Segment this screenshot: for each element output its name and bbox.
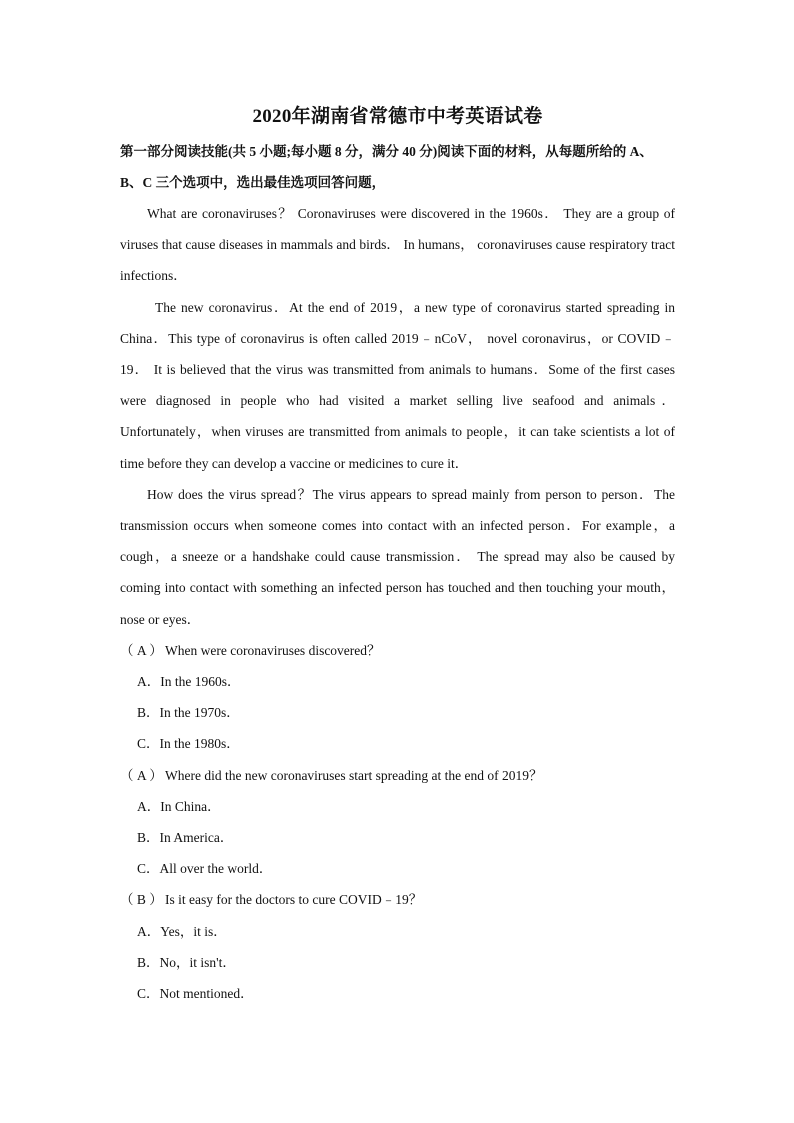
passage-paragraph-1: What are coronaviruses？ Coronaviruses were discovered in the 1960s． They are a group of viruses that cause diseases in mammals and birds． In humans， coronaviruses cause respiratory tract infections． — [120, 206, 675, 284]
page-title: 2020年湖南省常德市中考英语试卷 — [252, 106, 543, 127]
question-1 — [120, 635, 675, 760]
question-text: When were coronaviruses discovered？ — [165, 642, 381, 658]
option-b: B．No，it isn't． — [137, 954, 236, 970]
option-c: C．Not mentioned． — [137, 986, 254, 1002]
question-text: Is it easy for the doctors to cure COVID﹣19？ — [165, 892, 423, 908]
option-a: A．In China． — [137, 798, 221, 814]
option-a: A．Yes，it is． — [137, 923, 227, 939]
question-2 — [120, 760, 675, 885]
option-c: C．In the 1980s． — [137, 736, 240, 752]
option-c: C．All over the world． — [137, 861, 273, 877]
option-a: A．In the 1960s． — [137, 674, 241, 690]
passage-paragraph-2: The new coronavirus．At the end of 2019，a new type of coronavirus started spreading in China．This type of coronavirus is often called 2019﹣nCoV， novel coronavirus，or COVID﹣19． It is believed that the virus was transmitted from animals to humans．Some of the first cases were diagnosed in people who had visited a market selling live seafood and animals． Unfortunately，when viruses are transmitted from animals to people，it can take scientists a lot of time before they can develop a vaccine or medicines to cure it． — [120, 299, 675, 471]
option-b: B．In the 1970s． — [137, 705, 240, 721]
instructions-line-2: B、C 三个选项中，选出最佳选项回答问题， — [120, 175, 386, 190]
question-answer: （ A ） — [120, 767, 163, 783]
question-text: Where did the new coronaviruses start spreading at the end of 2019？ — [165, 767, 543, 783]
passage-paragraph-3: How does the virus spread？The virus appears to spread mainly from person to person．The transmission occurs when someone comes into contact with an infected person．For example，a cough，a sneeze or a handshake could cause transmission． The spread may also be caused by coming into contact with something an infected person has touched and then touching your mouth，nose or eyes． — [120, 486, 675, 627]
question-3 — [120, 884, 675, 1009]
option-b: B．In America． — [137, 830, 234, 846]
section-instructions — [120, 136, 675, 198]
reading-passage — [120, 198, 675, 635]
question-answer: （ B ） — [120, 892, 163, 908]
instructions-line-1: 第一部分阅读技能(共 5 小题;每小题 8 分，满分 40 分)阅读下面的材料，从每题所给的 A、 — [120, 144, 653, 159]
question-answer: （ A ） — [120, 642, 163, 658]
exam-page — [120, 98, 675, 1009]
